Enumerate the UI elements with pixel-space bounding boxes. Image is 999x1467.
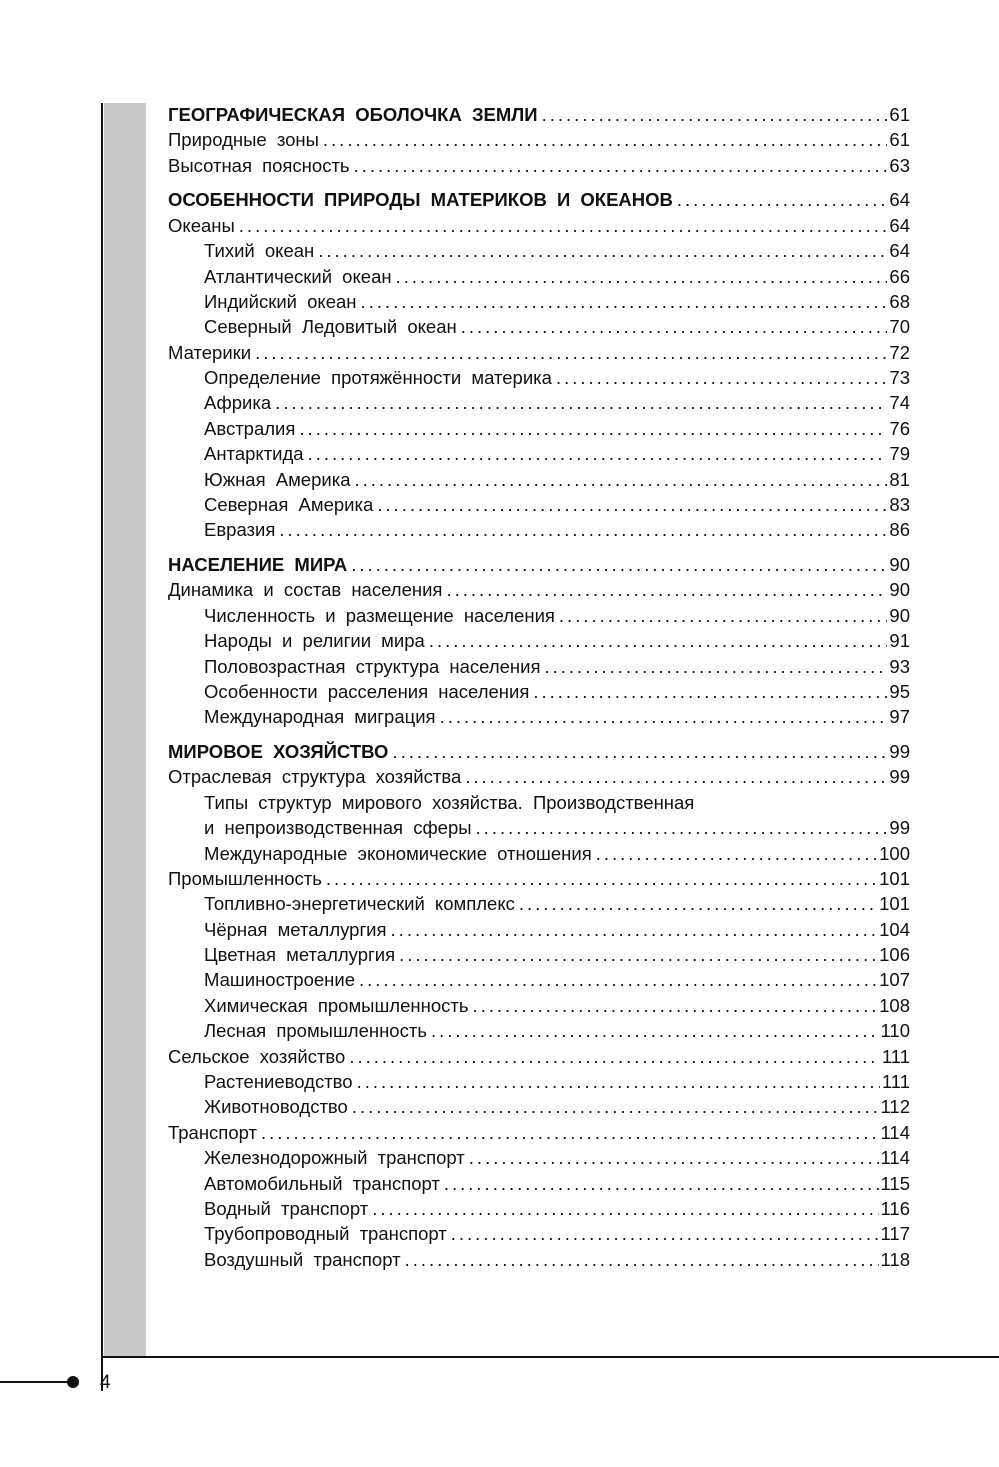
- toc-entry-title: Народы и религии мира: [204, 630, 425, 652]
- toc-entry-title: МИРОВОЕ ХОЗЯЙСТВО: [168, 740, 389, 762]
- toc-entry-title: Северная Америка: [204, 494, 374, 516]
- toc-entry-title: Антарктида: [204, 443, 304, 465]
- toc-subentry[interactable]: [168, 944, 910, 969]
- toc-entry-title: НАСЕЛЕНИЕ МИРА: [168, 554, 348, 576]
- toc-dot-leader: [392, 741, 887, 763]
- toc-dot-leader: [355, 469, 888, 491]
- toc-page-number: 111: [881, 1071, 910, 1093]
- toc-subentry[interactable]: [168, 919, 910, 944]
- footer-horizontal-rule: [101, 1356, 999, 1358]
- toc-dot-leader: [405, 1249, 879, 1271]
- toc-subentry[interactable]: [168, 519, 910, 544]
- toc-entry-title: Чёрная металлургия: [204, 918, 387, 940]
- toc-dot-leader: [323, 129, 888, 151]
- toc-page-number: 61: [889, 129, 910, 151]
- toc-entry[interactable]: [168, 579, 910, 604]
- toc-dot-leader: [542, 104, 888, 126]
- toc-entry-title: Природные зоны: [168, 129, 319, 151]
- toc-dot-leader: [326, 868, 877, 890]
- toc-entry[interactable]: [168, 215, 910, 240]
- toc-page-number: 114: [880, 1121, 910, 1143]
- toc-subentry[interactable]: [168, 392, 910, 417]
- page-number: 4: [100, 1372, 111, 1393]
- toc-dot-leader: [377, 494, 887, 516]
- toc-subentry[interactable]: [168, 995, 910, 1020]
- toc-page-number: 106: [879, 944, 910, 966]
- toc-entry-title: Половозрастная структура населения: [204, 655, 541, 677]
- toc-page-number: 73: [889, 367, 910, 389]
- toc-subentry[interactable]: [168, 706, 910, 731]
- toc-dot-leader: [559, 605, 888, 627]
- toc-dot-leader: [444, 1173, 879, 1195]
- toc-entry[interactable]: [168, 766, 910, 791]
- toc-entry[interactable]: [168, 155, 910, 180]
- toc-entry-title: Транспорт: [168, 1121, 257, 1143]
- toc-entry-title: Автомобильный транспорт: [204, 1172, 440, 1194]
- toc-entry-title: Химическая промышленность: [204, 994, 469, 1016]
- toc-subentry[interactable]: [168, 681, 910, 706]
- toc-page-number: 63: [889, 154, 910, 176]
- toc-page-number: 64: [889, 240, 910, 262]
- toc-dot-leader: [261, 1122, 879, 1144]
- toc-section-heading[interactable]: [168, 189, 910, 214]
- toc-page-number: 79: [889, 443, 910, 465]
- toc-section-heading[interactable]: [168, 104, 910, 129]
- toc-subentry[interactable]: [168, 418, 910, 443]
- toc-entry-title: Океаны: [168, 214, 235, 236]
- toc-page-number: 76: [889, 417, 910, 439]
- toc-dot-leader: [533, 681, 887, 703]
- toc-entry-title: ГЕОГРАФИЧЕСКАЯ ОБОЛОЧКА ЗЕМЛИ: [168, 104, 538, 125]
- toc-dot-leader: [308, 443, 888, 465]
- toc-entry-title: Топливно-энергетический комплекс: [204, 893, 515, 915]
- toc-dot-leader: [545, 656, 888, 678]
- toc-subentry[interactable]: [168, 266, 910, 291]
- toc-page-number: 90: [889, 579, 910, 601]
- toc-entry-title: Сельское хозяйство: [168, 1045, 346, 1067]
- toc-dot-leader: [429, 630, 888, 652]
- toc-subentry[interactable]: [168, 1147, 910, 1172]
- toc-entry-title: Международная миграция: [204, 706, 436, 728]
- toc-entry-title: Тихий океан: [204, 240, 315, 262]
- toc-entry-title: Численность и размещение населения: [204, 604, 555, 626]
- toc-page-number: 97: [889, 706, 910, 728]
- toc-dot-leader: [399, 944, 877, 966]
- toc-dot-leader: [461, 316, 888, 338]
- toc-entry-title: Евразия: [204, 519, 276, 541]
- toc-entry-title: Особенности расселения населения: [204, 680, 530, 702]
- toc-subentry[interactable]: [168, 792, 910, 817]
- toc-page-number: 99: [889, 740, 910, 762]
- toc-page-number: 101: [879, 893, 910, 915]
- toc-subentry[interactable]: [168, 1223, 910, 1248]
- toc-page-number: 108: [879, 994, 910, 1016]
- toc-dot-leader: [556, 367, 887, 389]
- toc-entry-title: Цветная металлургия: [204, 944, 396, 966]
- toc-dot-leader: [275, 392, 887, 414]
- toc-page-number: 104: [879, 918, 910, 940]
- toc-page-number: 93: [889, 655, 910, 677]
- toc-entry-title: Промышленность: [168, 867, 322, 889]
- toc-dot-leader: [299, 418, 887, 440]
- toc-dot-leader: [255, 342, 887, 364]
- footer-marker-line: [0, 1381, 74, 1383]
- toc-subentry[interactable]: [168, 1020, 910, 1045]
- toc-page-number: 64: [889, 189, 910, 211]
- toc-page-number: 116: [880, 1197, 910, 1219]
- toc-page-number: 114: [880, 1147, 910, 1169]
- toc-entry-title: Животноводство: [204, 1096, 348, 1118]
- toc-page-number: 99: [889, 817, 910, 839]
- toc-entry-title: Атлантический океан: [204, 265, 392, 287]
- toc-page-number: 68: [889, 290, 910, 312]
- toc-entry-title: Определение протяжённости материка: [204, 367, 552, 389]
- toc-subentry[interactable]: [168, 843, 910, 868]
- toc-page-number: 90: [889, 554, 910, 576]
- toc-page-number: 72: [889, 341, 910, 363]
- toc-page-number: 95: [889, 680, 910, 702]
- toc-dot-leader: [465, 766, 887, 788]
- toc-page-number: 118: [880, 1248, 910, 1270]
- toc-dot-leader: [519, 893, 877, 915]
- toc-dot-leader: [361, 291, 888, 313]
- toc-entry-title: Лесная промышленность: [204, 1020, 427, 1042]
- toc-subentry[interactable]: [168, 656, 910, 681]
- toc-entry-title: Африка: [204, 392, 272, 414]
- toc-page-number: 83: [889, 494, 910, 516]
- toc-subentry[interactable]: [168, 1173, 910, 1198]
- toc-entry-title: Трубопроводный транспорт: [204, 1223, 447, 1245]
- toc-subentry[interactable]: [168, 605, 910, 630]
- toc-page-number: 100: [879, 842, 910, 864]
- toc-section-heading[interactable]: [168, 741, 910, 766]
- toc-entry[interactable]: [168, 1122, 910, 1147]
- toc-subentry[interactable]: [168, 1249, 910, 1274]
- toc-dot-leader: [372, 1198, 878, 1220]
- toc-entry-title: Динамика и состав населения: [168, 579, 443, 601]
- toc-subentry[interactable]: [168, 630, 910, 655]
- toc-page-number: 110: [880, 1020, 910, 1042]
- toc-entry-title: Австралия: [204, 417, 296, 439]
- toc-subentry[interactable]: [168, 367, 910, 392]
- toc-entry-title: Растениеводство: [204, 1071, 353, 1093]
- toc-page-number: 74: [889, 392, 910, 414]
- toc-page-number: 91: [889, 630, 910, 652]
- toc-entry[interactable]: [168, 129, 910, 154]
- footer-marker-dot: [67, 1376, 79, 1388]
- toc-dot-leader: [318, 240, 887, 262]
- toc-entry-title: Южная Америка: [204, 468, 351, 490]
- toc-page-number: 86: [889, 519, 910, 541]
- toc-dot-leader: [357, 1071, 880, 1093]
- toc-subentry[interactable]: [168, 1071, 910, 1096]
- toc-subentry[interactable]: [168, 316, 910, 341]
- toc-page-number: 112: [880, 1096, 910, 1118]
- toc-dot-leader: [677, 189, 888, 211]
- toc-entry-title: Высотная поясность: [168, 154, 350, 176]
- toc-dot-leader: [440, 706, 888, 728]
- toc-subentry[interactable]: [168, 817, 910, 842]
- toc-page-number: 117: [880, 1223, 910, 1245]
- toc-page-number: 115: [880, 1172, 910, 1194]
- toc-page-number: 101: [879, 867, 910, 889]
- toc-dot-leader: [446, 579, 887, 601]
- toc-dot-leader: [352, 1096, 879, 1118]
- toc-page-number: 81: [889, 468, 910, 490]
- toc-page-number: 61: [889, 104, 910, 125]
- toc-dot-leader: [391, 919, 878, 941]
- toc-entry-title: Материки: [168, 341, 252, 363]
- toc-entry-title: Железнодорожный транспорт: [204, 1147, 465, 1169]
- toc-entry[interactable]: [168, 1046, 910, 1071]
- toc-dot-leader: [351, 554, 887, 576]
- toc-dot-leader: [472, 995, 877, 1017]
- toc-entry-title: Индийский океан: [204, 290, 357, 312]
- toc-subentry[interactable]: [168, 893, 910, 918]
- toc-section-heading[interactable]: [168, 554, 910, 579]
- toc-entry[interactable]: [168, 342, 910, 367]
- toc-subentry[interactable]: [168, 291, 910, 316]
- toc-dot-leader: [469, 1147, 879, 1169]
- toc-page-number: 107: [879, 969, 910, 991]
- toc-entry-title: Международные экономические отношения: [204, 842, 592, 864]
- toc-page-number: 64: [889, 214, 910, 236]
- toc-dot-leader: [396, 266, 888, 288]
- toc-dot-leader: [476, 817, 888, 839]
- toc-page-number: 99: [889, 766, 910, 788]
- toc-page-number: 70: [889, 316, 910, 338]
- table-of-contents: [168, 104, 910, 1274]
- toc-page-number: 90: [889, 604, 910, 626]
- toc-dot-leader: [279, 519, 887, 541]
- margin-gray-bar: [104, 103, 146, 1357]
- toc-entry-title: ОСОБЕННОСТИ ПРИРОДЫ МАТЕРИКОВ И ОКЕАНОВ: [168, 189, 673, 211]
- toc-dot-leader: [451, 1223, 879, 1245]
- toc-subentry[interactable]: [168, 494, 910, 519]
- toc-subentry[interactable]: [168, 469, 910, 494]
- toc-entry[interactable]: [168, 868, 910, 893]
- toc-dot-leader: [354, 155, 888, 177]
- toc-entry-title: Водный транспорт: [204, 1197, 369, 1219]
- toc-dot-leader: [431, 1020, 879, 1042]
- toc-dot-leader: [359, 969, 877, 991]
- toc-entry-title: Машиностроение: [204, 969, 356, 991]
- toc-subentry[interactable]: [168, 1096, 910, 1121]
- toc-dot-leader: [349, 1046, 880, 1068]
- toc-subentry[interactable]: [168, 240, 910, 265]
- toc-dot-leader: [596, 843, 877, 865]
- toc-subentry[interactable]: [168, 1198, 910, 1223]
- margin-vertical-rule: [101, 103, 103, 1391]
- toc-entry-title: Северный Ледовитый океан: [204, 316, 457, 338]
- toc-entry-title: Отраслевая структура хозяйства: [168, 766, 462, 788]
- toc-page-number: 111: [881, 1045, 910, 1067]
- toc-dot-leader: [239, 215, 888, 237]
- toc-entry-title: Типы структур мирового хозяйства. Производственная: [204, 791, 695, 813]
- toc-entry-title: и непроизводственная сферы: [204, 817, 472, 839]
- toc-entry-title: Воздушный транспорт: [204, 1248, 401, 1270]
- toc-subentry[interactable]: [168, 969, 910, 994]
- toc-subentry[interactable]: [168, 443, 910, 468]
- toc-page-number: 66: [889, 265, 910, 287]
